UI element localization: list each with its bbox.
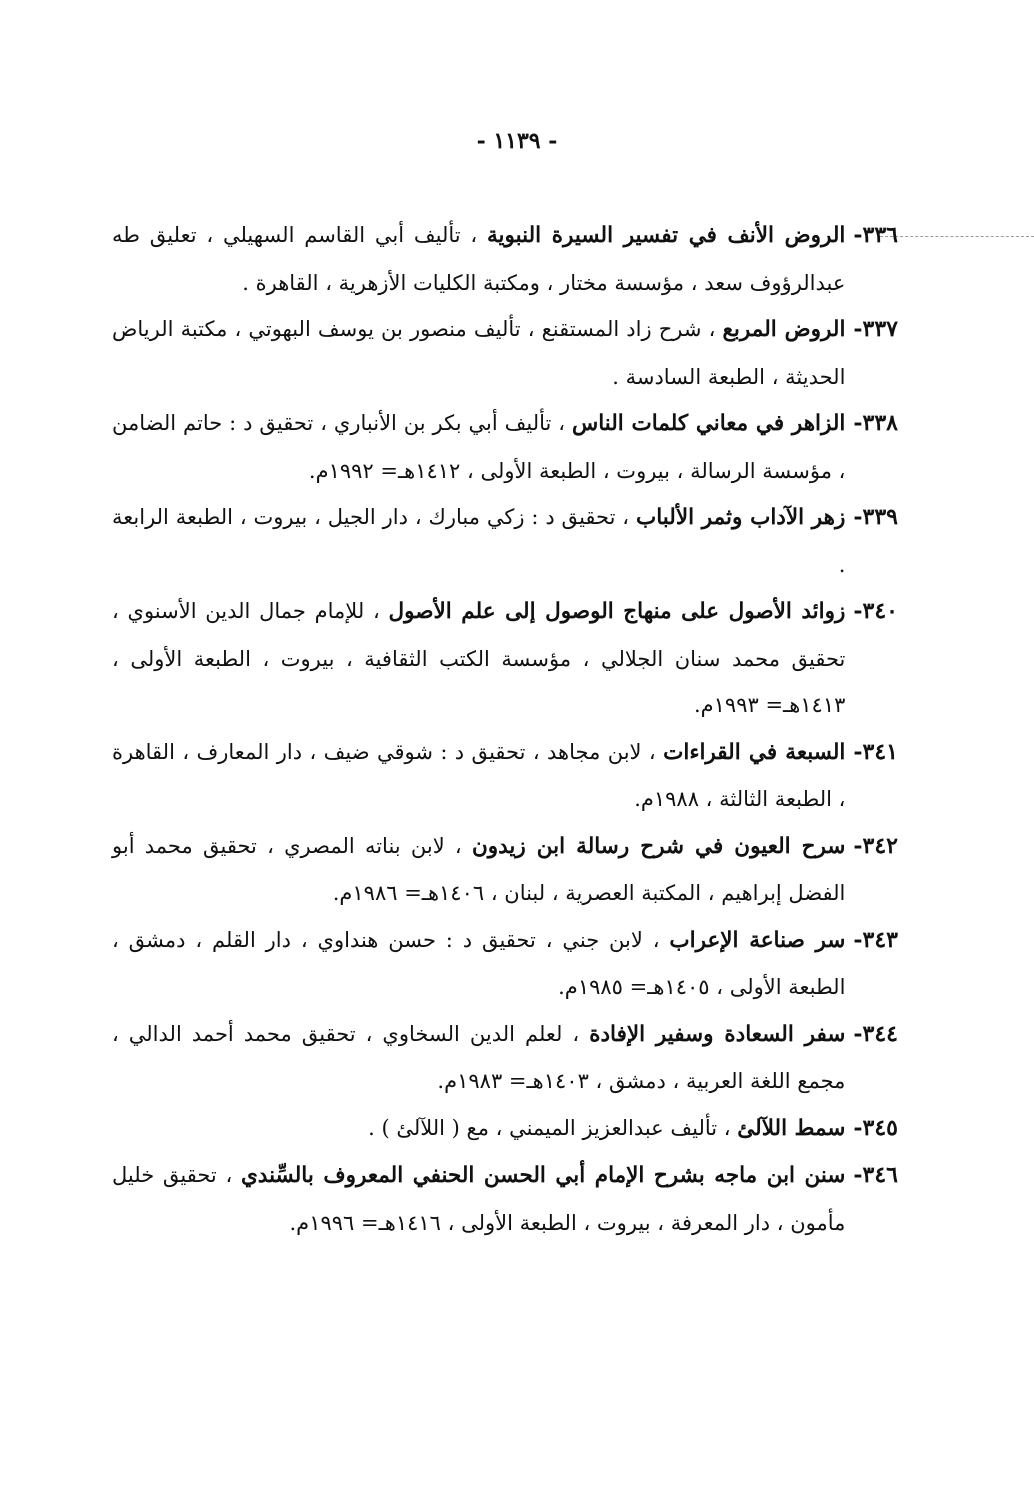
entry-text	[112, 823, 845, 917]
entry-text	[112, 306, 845, 400]
entry-title: الزاهر في معاني كلمات الناس	[571, 411, 846, 436]
entry-text	[112, 729, 845, 823]
entry-details: ، تحقيق د : زكي مبارك ، دار الجيل ، بيروت ، الطبعة الرابعة .	[112, 505, 846, 577]
bibliography-entry	[112, 400, 898, 494]
entry-title: زهر الآداب وثمر الألباب	[635, 505, 846, 530]
entry-details: ، تحقيق خليل مأمون ، دار المعرفة ، بيروت ، الطبعة الأولى ، ١٤١٦هـ= ١٩٩٦م.	[112, 1163, 846, 1235]
entry-text	[112, 494, 845, 588]
entry-details: ، لابن جني ، تحقيق د : حسن هنداوي ، دار القلم ، دمشق ، الطبعة الأولى ، ١٤٠٥هـ= ١٩٨٥م.	[112, 927, 846, 999]
entry-text	[112, 1152, 845, 1246]
entry-title: سر صناعة الإعراب	[669, 927, 846, 953]
page-number: - ١١٣٩ -	[476, 128, 558, 154]
bibliography-entry	[112, 212, 898, 306]
entry-number: ٣٤٢-	[853, 832, 898, 859]
bibliography-entry	[112, 1105, 898, 1153]
entry-details: ، شرح زاد المستقنع ، تأليف منصور بن يوسف البهوتي ، مكتبة الرياض الحديثة ، الطبعة السادسة .	[112, 317, 846, 389]
entry-text	[112, 212, 845, 306]
bibliography-entry	[112, 823, 898, 917]
entry-text	[112, 917, 845, 1011]
bibliography-entry	[112, 588, 898, 729]
entry-details: ، تأليف أبي بكر بن الأنباري ، تحقيق د : حاتم الضامن ، مؤسسة الرسالة ، بيروت ، الطبعة الأولى ، ١٤١٢هـ= ١٩٩٢م.	[112, 411, 846, 483]
entry-number: ٣٤٠-	[853, 598, 898, 624]
entry-number: ٣٤٣-	[853, 926, 898, 953]
entry-details: ، لابن بناته المصري ، تحقيق محمد أبو الفضل إبراهيم ، المكتبة العصرية ، لبنان ، ١٤٠٦هـ= ١٩٨٦م.	[112, 833, 846, 905]
bibliography-entry	[112, 917, 898, 1011]
entry-details: ، لابن مجاهد ، تحقيق د : شوقي ضيف ، دار المعارف ، القاهرة ، الطبعة الثالثة ، ١٩٨٨م.	[112, 739, 846, 811]
entry-text	[112, 400, 845, 494]
bibliography-entry	[112, 1152, 898, 1246]
entry-title: سمط اللآلئ	[737, 1115, 846, 1141]
entry-title: الروض المربع	[722, 317, 846, 342]
bibliography-entry	[112, 494, 898, 588]
entry-details: ، لعلم الدين السخاوي ، تحقيق محمد أحمد الدالي ، مجمع اللغة العربية ، دمشق ، ١٤٠٣هـ= ١٩٨٣م.	[112, 1021, 846, 1093]
entry-details: ، تأليف أبي القاسم السهيلي ، تعليق طه عبدالرؤوف سعد ، مؤسسة مختار ، ومكتبة الكليات الأزهرية ، القاهرة .	[112, 223, 846, 295]
entry-title: السبعة في القراءات	[663, 739, 846, 765]
entry-title: زوائد الأصول على منهاج الوصول إلى علم الأصول	[388, 599, 846, 624]
entry-text	[112, 1105, 845, 1153]
entry-title: سنن ابن ماجه بشرح الإمام أبي الحسن الحنفي المعروف بالسِّندي	[240, 1163, 846, 1188]
bibliography-entry	[112, 1011, 898, 1105]
entry-text	[112, 588, 845, 729]
entry-number: ٣٣٨-	[853, 410, 898, 436]
entry-title: سفر السعادة وسفير الإفادة	[589, 1021, 846, 1047]
entry-title: الروض الأنف في تفسير السيرة النبوية	[487, 223, 846, 248]
dotted-rule	[880, 236, 1034, 237]
entry-details: ، للإمام جمال الدين الأسنوي ، تحقيق محمد سنان الجلالي ، مؤسسة الكتب الثقافية ، بيروت ، الطبعة الأولى ، ١٤١٣هـ= ١٩٩٣م.	[112, 599, 846, 717]
entry-details: ، تأليف عبدالعزيز الميمني ، مع ( اللآلئ ) .	[368, 1115, 738, 1140]
entry-number: ٣٣٧-	[853, 316, 898, 342]
entry-title: سرح العيون في شرح رسالة ابن زيدون	[471, 833, 846, 859]
bibliography-entry	[112, 729, 898, 823]
entry-number: ٣٤٥-	[853, 1114, 898, 1141]
bibliography-entry	[112, 306, 898, 400]
entry-number: ٣٣٩-	[853, 504, 898, 530]
entry-text	[112, 1011, 845, 1105]
bibliography-list	[112, 212, 898, 1246]
entry-number: ٣٣٦-	[853, 222, 898, 248]
entry-number: ٣٤٤-	[853, 1020, 898, 1047]
entry-number: ٣٤١-	[853, 738, 898, 765]
entry-number: ٣٤٦-	[853, 1162, 898, 1188]
